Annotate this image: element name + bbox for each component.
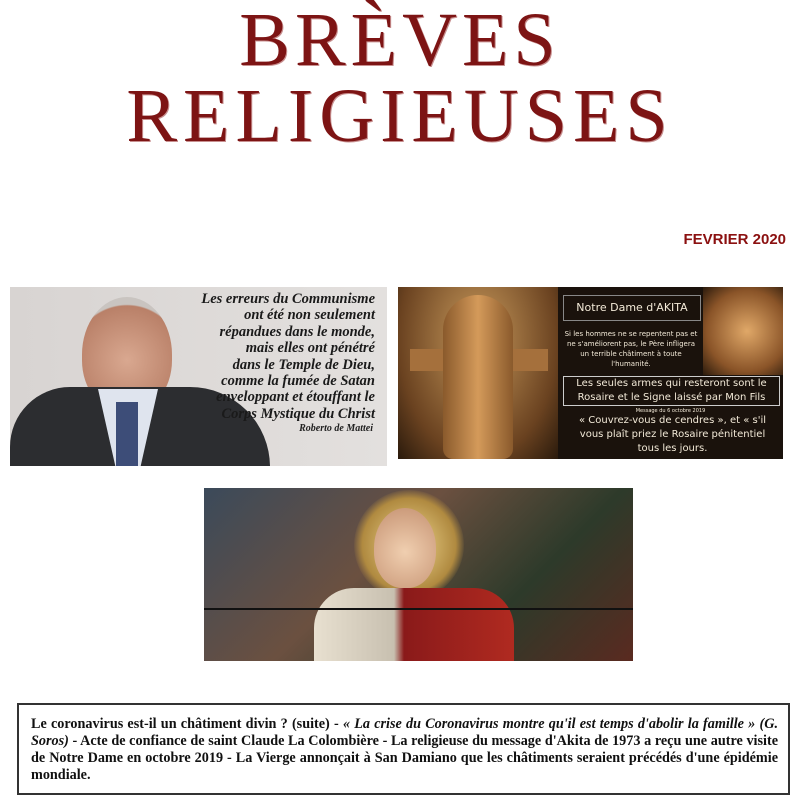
quote-line: enveloppant et étouffant le xyxy=(216,389,375,406)
saint-robe xyxy=(314,588,514,661)
issue-summary xyxy=(17,703,790,795)
summary-text: - Acte de confiance de saint Claude La Colombière - La religieuse du message d'Akita de 1973 a reçu une autre visite de Notre Dame en octobre 2019 - La Vierge annonçait à San Damiano que les châtiments seraient précédés d'une épidémie mondiale. xyxy=(31,733,778,783)
quote-line: dans le Temple de Dieu, xyxy=(232,356,375,373)
statue xyxy=(443,295,513,459)
quote-line: comme la fumée de Satan xyxy=(221,373,375,390)
issue-date: FEVRIER 2020 xyxy=(683,231,786,248)
saint-face xyxy=(374,508,436,588)
portrait-tie xyxy=(116,402,138,466)
akita-image xyxy=(398,287,783,459)
quote-author: Roberto de Mattei xyxy=(299,423,373,434)
akita-title: Notre Dame d'AKITA xyxy=(563,295,701,321)
summary-text: Le coronavirus est-il un châtiment divin ? (suite) - xyxy=(31,716,343,732)
quote-line: répandues dans le monde, xyxy=(219,323,375,340)
quote-text xyxy=(201,291,375,422)
quote-line: Les erreurs du Communisme xyxy=(201,291,375,307)
stained-glass-image xyxy=(204,488,633,661)
summary-quote: « La crise du Coronavirus montre qu'il est temps d'abolir la famille » (G. Soros) xyxy=(31,716,779,749)
title-line-1: BRÈVES xyxy=(239,0,561,82)
quote-line: mais elles ont pénétré xyxy=(245,340,375,357)
madonna-face xyxy=(703,287,783,375)
akita-message-date: Message du 6 octobre 2019 xyxy=(635,408,706,414)
akita-message: « Couvrez-vous de cendres », et « s'il vous plaît priez le Rosaire pénitentiel tous les jours. xyxy=(578,415,767,454)
lead-line xyxy=(204,608,633,610)
quote-line: ont été non seulement xyxy=(244,307,375,324)
mattei-quote-image xyxy=(10,287,387,466)
quote-line: Corps Mystique du Christ xyxy=(221,405,375,422)
title-line-2: RELIGIEUSES xyxy=(126,74,674,158)
akita-weapons: Les seules armes qui resteront sont le Rosaire et le Signe laissé par Mon Fils xyxy=(563,376,780,406)
akita-warning: Si les hommes ne se repentent pas et ne s'améliorent pas, le Père infligera un terrible châtiment à toute l'humanité. xyxy=(564,330,698,368)
